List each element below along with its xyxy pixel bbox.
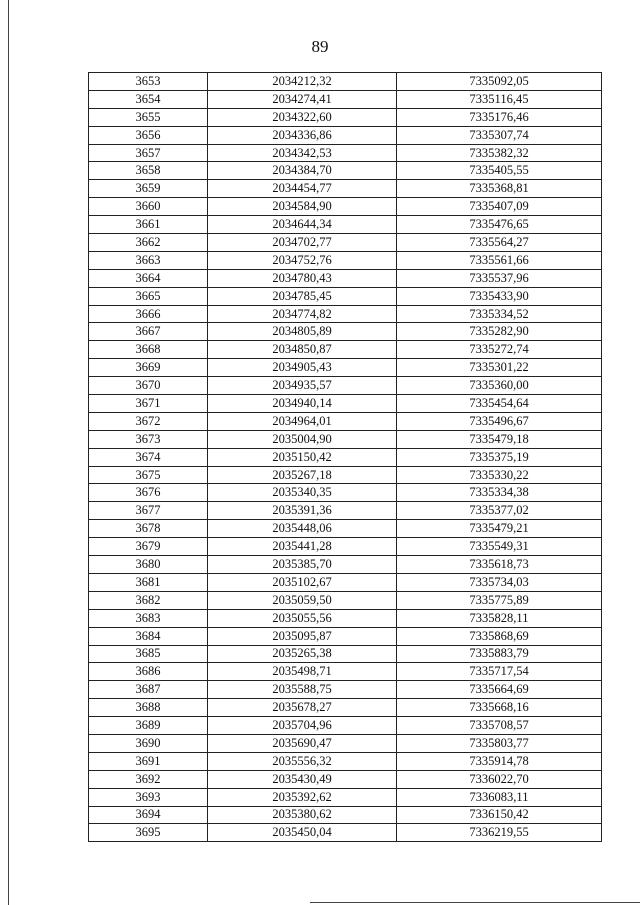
table-row (89, 699, 602, 717)
x-coordinate-cell: 2034454,77 (208, 180, 397, 198)
table-row (89, 806, 602, 824)
x-coordinate-cell: 2034702,77 (208, 234, 397, 252)
table-row (89, 717, 602, 735)
point-number-cell: 3695 (89, 824, 208, 842)
table-row (89, 323, 602, 341)
table-row (89, 305, 602, 323)
point-number-cell: 3693 (89, 788, 208, 806)
x-coordinate-cell: 2034584,90 (208, 198, 397, 216)
y-coordinate-cell: 7335272,74 (397, 341, 602, 359)
point-number-cell: 3660 (89, 198, 208, 216)
table-row (89, 90, 602, 108)
point-number-cell: 3676 (89, 484, 208, 502)
y-coordinate-cell: 7335564,27 (397, 234, 602, 252)
y-coordinate-cell: 7335407,09 (397, 198, 602, 216)
table-row (89, 502, 602, 520)
y-coordinate-cell: 7335496,67 (397, 412, 602, 430)
y-coordinate-cell: 7335433,90 (397, 287, 602, 305)
table-row (89, 770, 602, 788)
table-row (89, 681, 602, 699)
x-coordinate-cell: 2035267,18 (208, 466, 397, 484)
page-frame-left-edge (8, 0, 9, 905)
y-coordinate-cell: 7336219,55 (397, 824, 602, 842)
y-coordinate-cell: 7335479,18 (397, 430, 602, 448)
point-number-cell: 3691 (89, 752, 208, 770)
x-coordinate-cell: 2034336,86 (208, 126, 397, 144)
x-coordinate-cell: 2034752,76 (208, 251, 397, 269)
point-number-cell: 3663 (89, 251, 208, 269)
point-number-cell: 3665 (89, 287, 208, 305)
point-number-cell: 3673 (89, 430, 208, 448)
y-coordinate-cell: 7335476,65 (397, 216, 602, 234)
coordinates-table-body (89, 73, 602, 842)
y-coordinate-cell: 7335301,22 (397, 359, 602, 377)
x-coordinate-cell: 2035498,71 (208, 663, 397, 681)
y-coordinate-cell: 7335914,78 (397, 752, 602, 770)
table-row (89, 377, 602, 395)
x-coordinate-cell: 2035150,42 (208, 448, 397, 466)
table-row (89, 287, 602, 305)
point-number-cell: 3657 (89, 144, 208, 162)
x-coordinate-cell: 2035391,36 (208, 502, 397, 520)
x-coordinate-cell: 2035102,67 (208, 573, 397, 591)
point-number-cell: 3690 (89, 734, 208, 752)
x-coordinate-cell: 2034274,41 (208, 90, 397, 108)
table-row (89, 359, 602, 377)
x-coordinate-cell: 2035448,06 (208, 520, 397, 538)
y-coordinate-cell: 7335775,89 (397, 591, 602, 609)
point-number-cell: 3689 (89, 717, 208, 735)
page-frame-bottom-edge (310, 902, 640, 903)
x-coordinate-cell: 2035678,27 (208, 699, 397, 717)
x-coordinate-cell: 2035588,75 (208, 681, 397, 699)
point-number-cell: 3667 (89, 323, 208, 341)
table-row (89, 609, 602, 627)
table-row (89, 627, 602, 645)
point-number-cell: 3658 (89, 162, 208, 180)
table-row (89, 430, 602, 448)
table-row (89, 144, 602, 162)
table-row (89, 180, 602, 198)
x-coordinate-cell: 2035055,56 (208, 609, 397, 627)
table-row (89, 556, 602, 574)
y-coordinate-cell: 7335334,38 (397, 484, 602, 502)
point-number-cell: 3668 (89, 341, 208, 359)
point-number-cell: 3687 (89, 681, 208, 699)
point-number-cell: 3692 (89, 770, 208, 788)
x-coordinate-cell: 2035704,96 (208, 717, 397, 735)
x-coordinate-cell: 2035340,35 (208, 484, 397, 502)
point-number-cell: 3686 (89, 663, 208, 681)
y-coordinate-cell: 7335454,64 (397, 395, 602, 413)
table-row (89, 538, 602, 556)
y-coordinate-cell: 7335561,66 (397, 251, 602, 269)
point-number-cell: 3653 (89, 73, 208, 91)
x-coordinate-cell: 2035095,87 (208, 627, 397, 645)
point-number-cell: 3683 (89, 609, 208, 627)
table-row (89, 108, 602, 126)
y-coordinate-cell: 7335405,55 (397, 162, 602, 180)
point-number-cell: 3656 (89, 126, 208, 144)
table-row (89, 162, 602, 180)
table-row (89, 734, 602, 752)
point-number-cell: 3678 (89, 520, 208, 538)
y-coordinate-cell: 7336150,42 (397, 806, 602, 824)
y-coordinate-cell: 7335479,21 (397, 520, 602, 538)
y-coordinate-cell: 7335116,45 (397, 90, 602, 108)
table-row (89, 484, 602, 502)
table-row (89, 663, 602, 681)
point-number-cell: 3670 (89, 377, 208, 395)
y-coordinate-cell: 7335828,11 (397, 609, 602, 627)
point-number-cell: 3694 (89, 806, 208, 824)
y-coordinate-cell: 7335092,05 (397, 73, 602, 91)
y-coordinate-cell: 7335330,22 (397, 466, 602, 484)
point-number-cell: 3679 (89, 538, 208, 556)
point-number-cell: 3682 (89, 591, 208, 609)
table-row (89, 198, 602, 216)
x-coordinate-cell: 2035690,47 (208, 734, 397, 752)
y-coordinate-cell: 7335618,73 (397, 556, 602, 574)
x-coordinate-cell: 2034805,89 (208, 323, 397, 341)
y-coordinate-cell: 7335708,57 (397, 717, 602, 735)
x-coordinate-cell: 2034644,34 (208, 216, 397, 234)
y-coordinate-cell: 7335537,96 (397, 269, 602, 287)
point-number-cell: 3666 (89, 305, 208, 323)
x-coordinate-cell: 2035392,62 (208, 788, 397, 806)
x-coordinate-cell: 2035380,62 (208, 806, 397, 824)
table-row (89, 234, 602, 252)
y-coordinate-cell: 7335868,69 (397, 627, 602, 645)
y-coordinate-cell: 7335307,74 (397, 126, 602, 144)
x-coordinate-cell: 2034940,14 (208, 395, 397, 413)
y-coordinate-cell: 7335377,02 (397, 502, 602, 520)
y-coordinate-cell: 7335282,90 (397, 323, 602, 341)
table-row (89, 824, 602, 842)
x-coordinate-cell: 2034322,60 (208, 108, 397, 126)
point-number-cell: 3674 (89, 448, 208, 466)
x-coordinate-cell: 2035556,32 (208, 752, 397, 770)
x-coordinate-cell: 2034774,82 (208, 305, 397, 323)
x-coordinate-cell: 2035385,70 (208, 556, 397, 574)
y-coordinate-cell: 7335734,03 (397, 573, 602, 591)
y-coordinate-cell: 7335717,54 (397, 663, 602, 681)
x-coordinate-cell: 2034785,45 (208, 287, 397, 305)
x-coordinate-cell: 2035004,90 (208, 430, 397, 448)
point-number-cell: 3684 (89, 627, 208, 645)
x-coordinate-cell: 2034935,57 (208, 377, 397, 395)
x-coordinate-cell: 2035059,50 (208, 591, 397, 609)
table-row (89, 448, 602, 466)
x-coordinate-cell: 2034342,53 (208, 144, 397, 162)
y-coordinate-cell: 7335360,00 (397, 377, 602, 395)
table-row (89, 395, 602, 413)
y-coordinate-cell: 7335668,16 (397, 699, 602, 717)
x-coordinate-cell: 2034384,70 (208, 162, 397, 180)
x-coordinate-cell: 2034780,43 (208, 269, 397, 287)
y-coordinate-cell: 7335176,46 (397, 108, 602, 126)
y-coordinate-cell: 7336083,11 (397, 788, 602, 806)
table-row (89, 788, 602, 806)
table-row (89, 573, 602, 591)
table-row (89, 126, 602, 144)
point-number-cell: 3688 (89, 699, 208, 717)
x-coordinate-cell: 2035450,04 (208, 824, 397, 842)
x-coordinate-cell: 2034850,87 (208, 341, 397, 359)
table-row (89, 752, 602, 770)
point-number-cell: 3680 (89, 556, 208, 574)
x-coordinate-cell: 2034212,32 (208, 73, 397, 91)
table-row (89, 73, 602, 91)
page-number: 89 (311, 37, 329, 56)
point-number-cell: 3671 (89, 395, 208, 413)
table-row (89, 251, 602, 269)
x-coordinate-cell: 2034905,43 (208, 359, 397, 377)
y-coordinate-cell: 7336022,70 (397, 770, 602, 788)
point-number-cell: 3685 (89, 645, 208, 663)
table-row (89, 591, 602, 609)
table-row (89, 216, 602, 234)
point-number-cell: 3669 (89, 359, 208, 377)
y-coordinate-cell: 7335803,77 (397, 734, 602, 752)
point-number-cell: 3664 (89, 269, 208, 287)
x-coordinate-cell: 2035265,38 (208, 645, 397, 663)
table-row (89, 520, 602, 538)
x-coordinate-cell: 2035430,49 (208, 770, 397, 788)
point-number-cell: 3681 (89, 573, 208, 591)
point-number-cell: 3655 (89, 108, 208, 126)
x-coordinate-cell: 2035441,28 (208, 538, 397, 556)
y-coordinate-cell: 7335375,19 (397, 448, 602, 466)
x-coordinate-cell: 2034964,01 (208, 412, 397, 430)
y-coordinate-cell: 7335368,81 (397, 180, 602, 198)
point-number-cell: 3662 (89, 234, 208, 252)
point-number-cell: 3654 (89, 90, 208, 108)
y-coordinate-cell: 7335382,32 (397, 144, 602, 162)
point-number-cell: 3677 (89, 502, 208, 520)
point-number-cell: 3661 (89, 216, 208, 234)
table-row (89, 269, 602, 287)
y-coordinate-cell: 7335334,52 (397, 305, 602, 323)
y-coordinate-cell: 7335883,79 (397, 645, 602, 663)
y-coordinate-cell: 7335549,31 (397, 538, 602, 556)
table-row (89, 645, 602, 663)
table-row (89, 466, 602, 484)
table-row (89, 341, 602, 359)
coordinates-table (88, 72, 602, 842)
table-row (89, 412, 602, 430)
point-number-cell: 3659 (89, 180, 208, 198)
point-number-cell: 3672 (89, 412, 208, 430)
y-coordinate-cell: 7335664,69 (397, 681, 602, 699)
point-number-cell: 3675 (89, 466, 208, 484)
